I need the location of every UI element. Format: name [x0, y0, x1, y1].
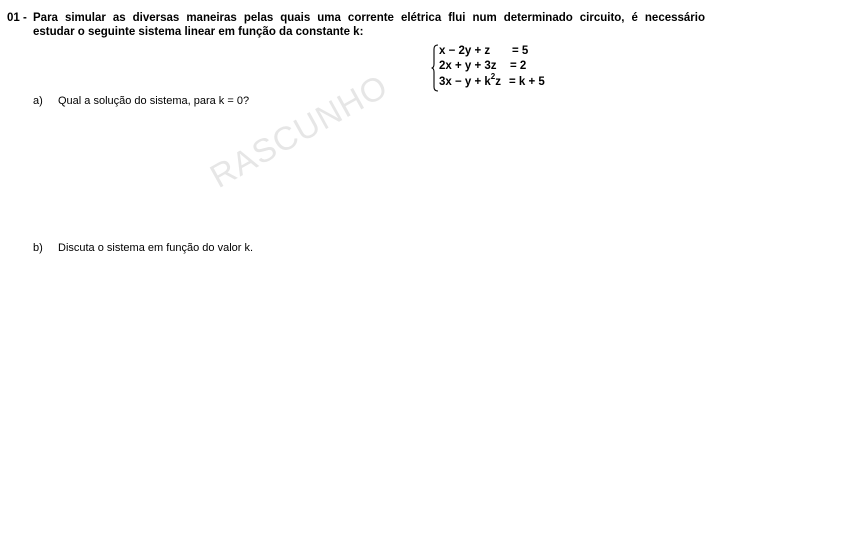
exponent: 2	[490, 72, 496, 81]
item-letter: a)	[33, 95, 43, 107]
watermark-rascunho: RASCUNHO	[203, 66, 394, 195]
question-text-line-1: Para simular as diversas maneiras pelas quais uma corrente elétrica flui num determinado circuito, é necessário	[33, 12, 705, 24]
item-text: Discuta o sistema em função do valor k.	[58, 242, 254, 254]
equation-rhs: = 5	[512, 45, 529, 57]
linear-system	[431, 44, 561, 92]
equation-lhs-post: z	[495, 76, 501, 88]
item-letter: b)	[33, 242, 43, 254]
equation-lhs	[439, 72, 501, 89]
left-brace-icon	[431, 44, 439, 92]
equation-lhs: 2x + y + 3z	[439, 60, 497, 72]
equation-lhs-pre: 3x − y + k	[439, 76, 491, 88]
item-text: Qual a solução do sistema, para k = 0?	[58, 95, 250, 107]
question-number: 01 -	[7, 12, 27, 24]
equation-rhs: = 2	[510, 60, 527, 72]
equation-rhs: = k + 5	[509, 76, 545, 88]
equation-lhs: x − 2y + z	[439, 45, 491, 57]
question-text-line-2: estudar o seguinte sistema linear em função da constante k:	[33, 26, 364, 38]
